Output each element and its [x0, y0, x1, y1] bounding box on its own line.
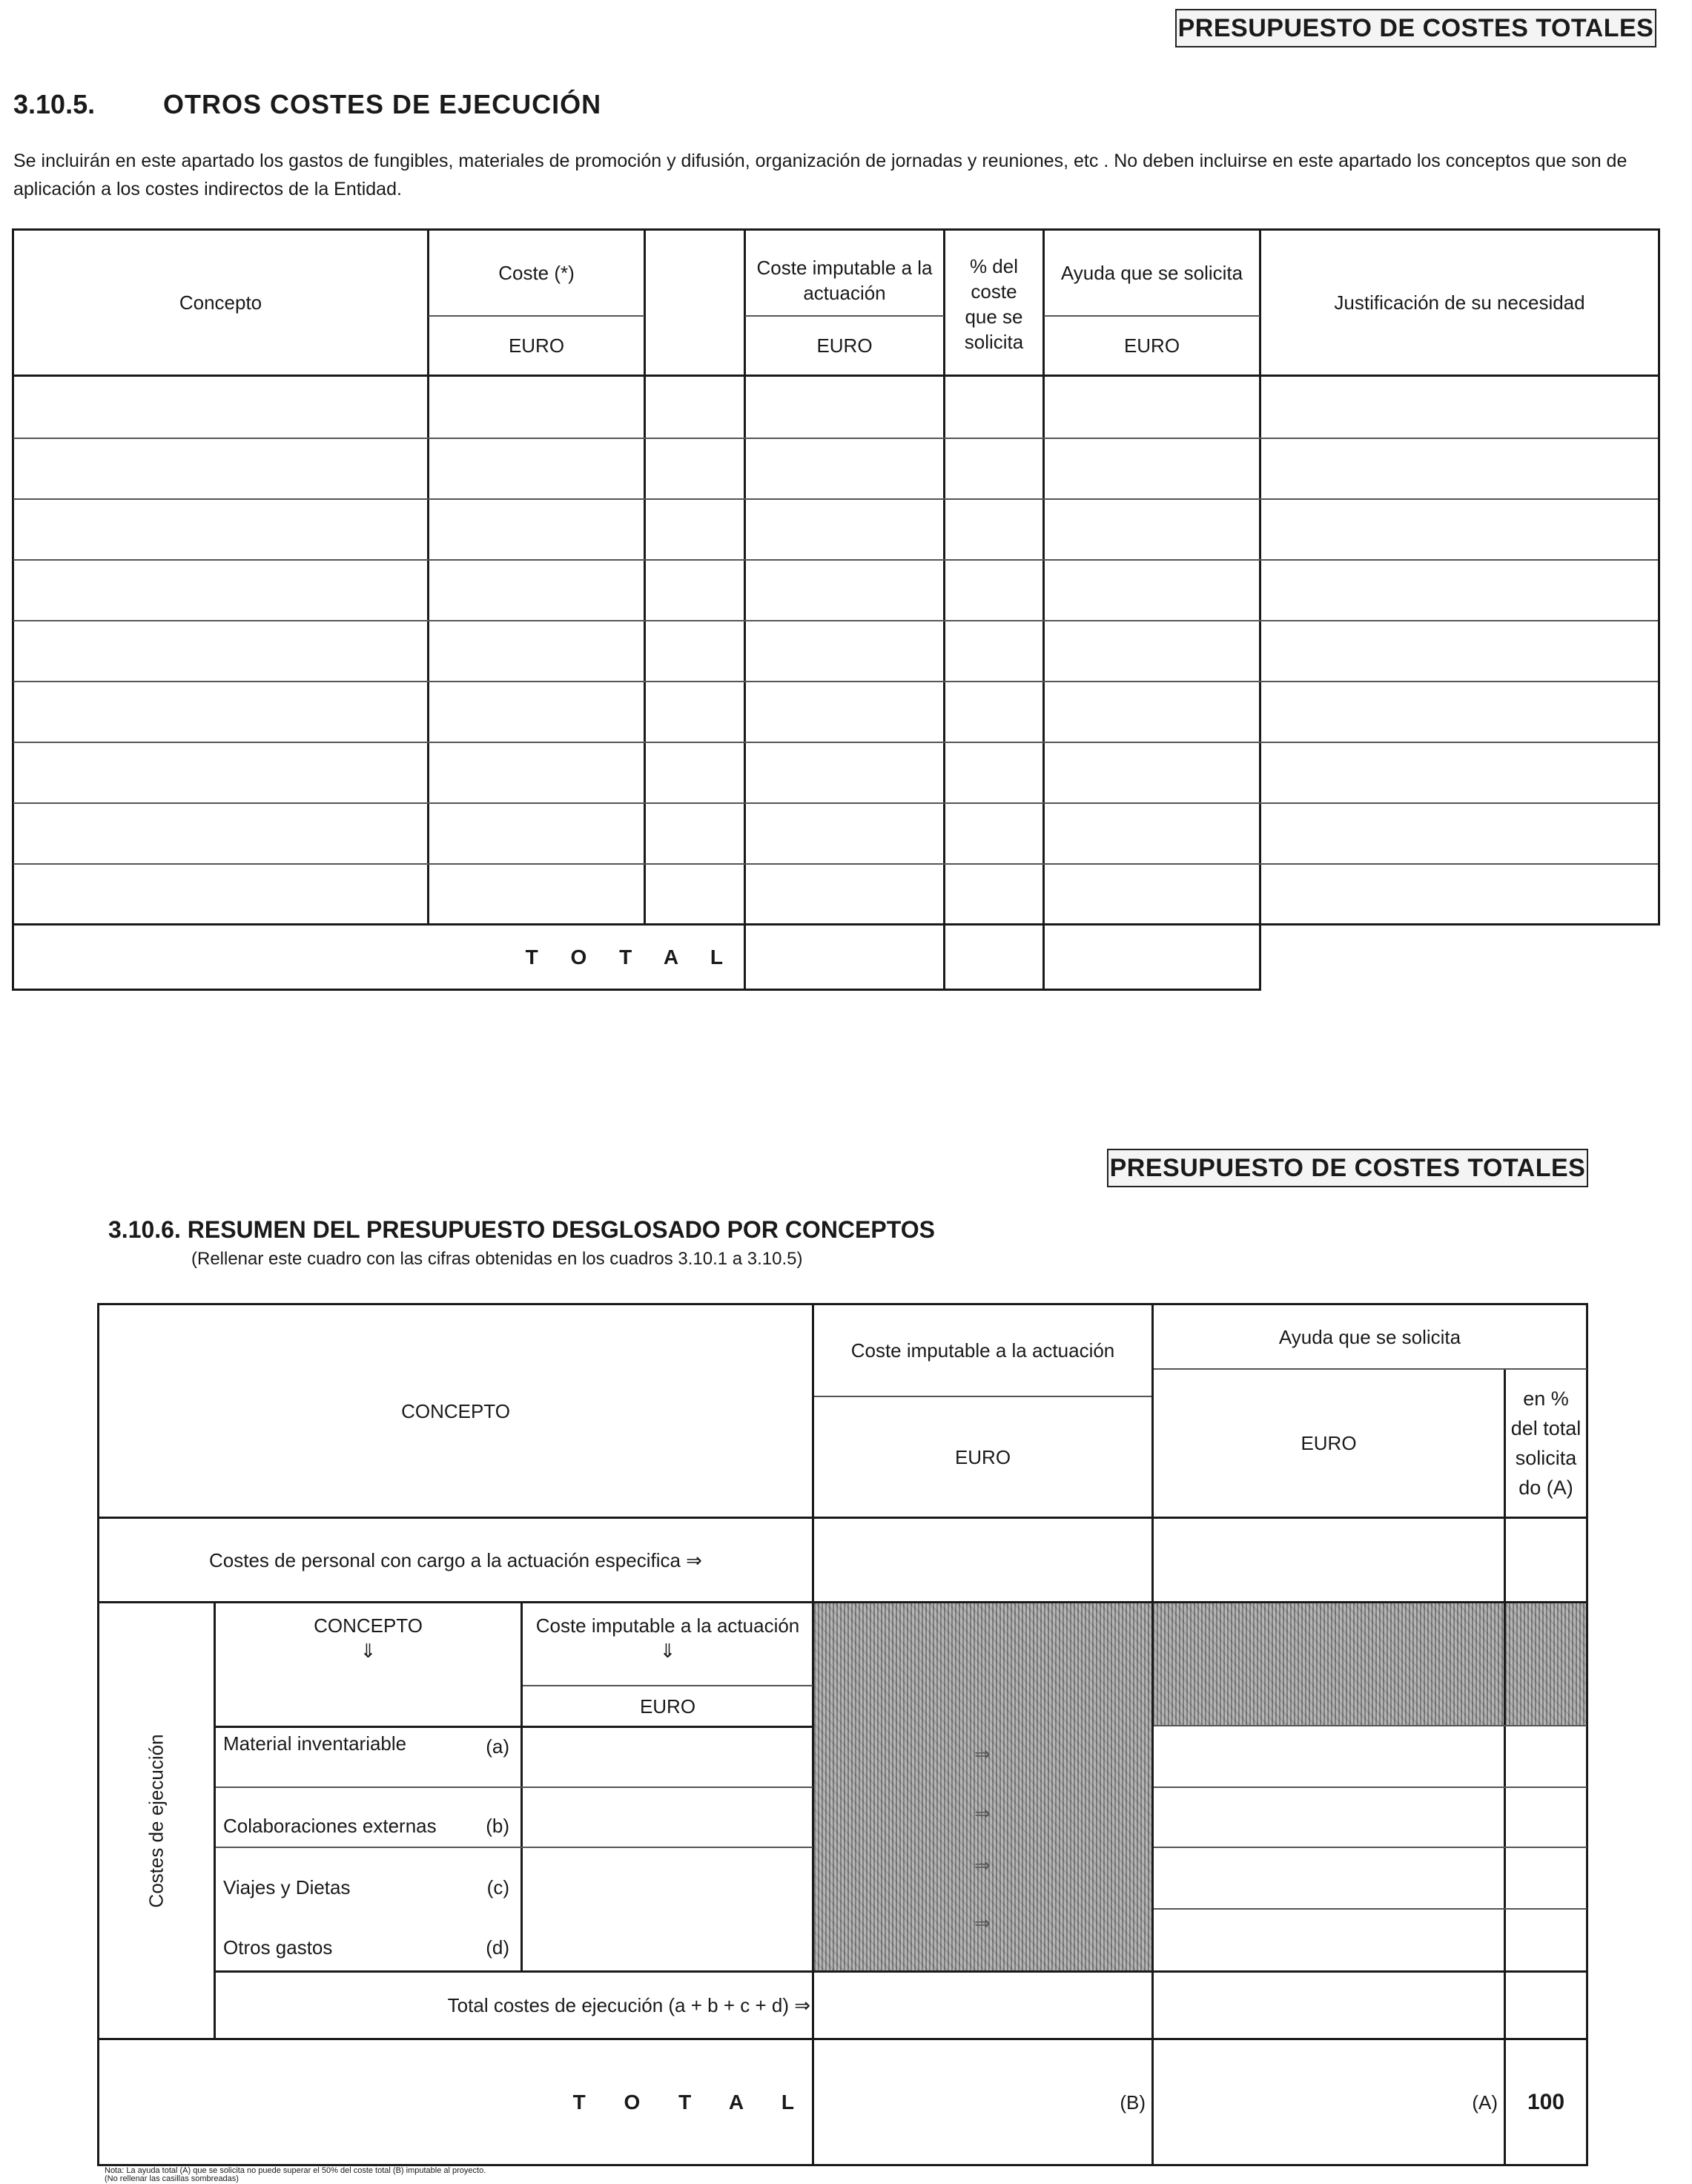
- note-2-line: (No rellenar las casillas sombreadas): [105, 2174, 239, 2183]
- col-justificacion-header: Justificación de su necesidad: [1334, 291, 1585, 314]
- table1-total-pct-input[interactable]: [945, 926, 1042, 989]
- col-ayuda-header: Ayuda que se solicita: [1060, 262, 1243, 284]
- col-concepto-header: Concepto: [179, 291, 262, 314]
- mid-header-box: [1107, 1149, 1588, 1187]
- inner-concepto-header: [216, 1613, 521, 1672]
- row-tag: (a): [486, 1735, 509, 1758]
- section2-heading: 3.10.6. RESUMEN DEL PRESUPUESTO DESGLOSADO POR CONCEPTOS: [108, 1216, 935, 1243]
- total-ejecucion-ayuda-input[interactable]: [1154, 1973, 1504, 2038]
- row-tag: (d): [486, 1936, 509, 1959]
- section1-title: OTROS COSTES DE EJECUCIÓN: [163, 89, 602, 119]
- resumen-total-label: T O T A L: [572, 2090, 810, 2114]
- arrow-down-icon: ⇓: [360, 1640, 377, 1662]
- section1-number: 3.10.5.: [13, 89, 96, 119]
- mid-header-text: PRESUPUESTO DE COSTES TOTALES: [1109, 1153, 1586, 1182]
- arrow-down-icon: ⇓: [659, 1640, 676, 1662]
- col-imputable-header: Coste imputable a la actuación: [756, 256, 933, 304]
- total-ejecucion-imputable-input[interactable]: [814, 1973, 1151, 2038]
- resumen-pct-header: en % del total solicita do (A): [1510, 1388, 1582, 1499]
- section2-subheading: (Rellenar este cuadro con las cifras obtenidas en los cuadros 3.10.1 a 3.10.5): [191, 1249, 803, 1269]
- concept-pct-inputs[interactable]: [1506, 1726, 1586, 1970]
- table1-total-label: T O T A L: [525, 945, 736, 969]
- total-ejecucion-label: Total costes de ejecución (a + b + c + d) ⇒: [447, 1994, 810, 2016]
- row-tag: (c): [486, 1876, 509, 1898]
- col-ayuda-unit: EURO: [1123, 334, 1180, 357]
- total-percent-100: 100: [1527, 2089, 1565, 2114]
- row-label: Viajes y Dietas: [223, 1876, 351, 1898]
- inner-concepto-label: CONCEPTO: [314, 1614, 423, 1637]
- table1-total-imputable-input[interactable]: [746, 926, 943, 989]
- row-label: Material inventariable: [223, 1732, 407, 1755]
- resumen-euro-imputable: EURO: [954, 1445, 1011, 1468]
- col-imputable-unit: EURO: [816, 334, 873, 357]
- note-1-line: Nota: La ayuda total (A) que se solicita no puede superar el 50% del coste total (B) imputable al proyecto.: [105, 2166, 486, 2175]
- resumen-euro-ayuda: EURO: [1301, 1432, 1357, 1454]
- table1-total-ayuda-input[interactable]: [1045, 926, 1259, 989]
- row-label: Colaboraciones externas: [223, 1815, 437, 1837]
- col-coste-header: Coste (*): [498, 262, 575, 284]
- personal-pct-input[interactable]: [1506, 1519, 1586, 1601]
- mark-b: (B): [1120, 2091, 1146, 2114]
- inner-euro-header: EURO: [639, 1695, 696, 1718]
- personal-imputable-input[interactable]: [814, 1519, 1151, 1601]
- inner-imputable-label: Coste imputable a la actuación: [535, 1614, 800, 1637]
- resumen-ayuda-header: Ayuda que se solicita: [1278, 1325, 1461, 1348]
- total-ejecucion-pct-input[interactable]: [1506, 1973, 1586, 2038]
- col-coste-unit: EURO: [508, 334, 565, 357]
- col-pct-header: % del coste que se solicita: [964, 255, 1024, 353]
- arrow-right-icon: ⇒: [974, 1912, 991, 1934]
- row-material-inventariable: [223, 1728, 512, 1786]
- row-viajes-dietas: [223, 1848, 512, 1909]
- row-tag: (b): [486, 1815, 509, 1837]
- concept-ayuda-inputs[interactable]: [1154, 1726, 1504, 1970]
- row-otros-gastos: [223, 1910, 512, 1970]
- personal-ayuda-input[interactable]: [1154, 1519, 1504, 1601]
- mark-a: (A): [1472, 2091, 1498, 2114]
- top-header-box: [1175, 9, 1656, 47]
- inner-imputable-header: [523, 1613, 813, 1683]
- arrow-right-icon: ⇒: [974, 1854, 991, 1876]
- concept-imputable-inputs[interactable]: [523, 1728, 813, 1970]
- section1-description: Se incluirán en este apartado los gastos de fungibles, materiales de promoción y difusión, organización de jornadas y reuniones, etc . No deben incluirse en este apartado los conceptos que son de aplicación a los costes indirectos de la Entidad.: [13, 151, 1627, 199]
- row-label: Otros gastos: [223, 1936, 333, 1959]
- side-label-costes-ejecucion: Costes de ejecución: [145, 1733, 168, 1908]
- resumen-personal-label: Costes de personal con cargo a la actuación especifica ⇒: [209, 1548, 702, 1571]
- arrow-right-icon: ⇒: [974, 1743, 991, 1765]
- resumen-imputable-header: Coste imputable a la actuación: [850, 1339, 1115, 1362]
- arrow-right-icon: ⇒: [974, 1802, 991, 1824]
- table1-input-area[interactable]: [14, 377, 1658, 923]
- row-colaboraciones-externas: [223, 1788, 512, 1847]
- resumen-concepto-header: CONCEPTO: [401, 1399, 510, 1422]
- top-header-text: PRESUPUESTO DE COSTES TOTALES: [1177, 13, 1654, 42]
- shaded-ayuda-block: [1153, 1603, 1587, 1725]
- note-1-visible: [105, 2167, 486, 2183]
